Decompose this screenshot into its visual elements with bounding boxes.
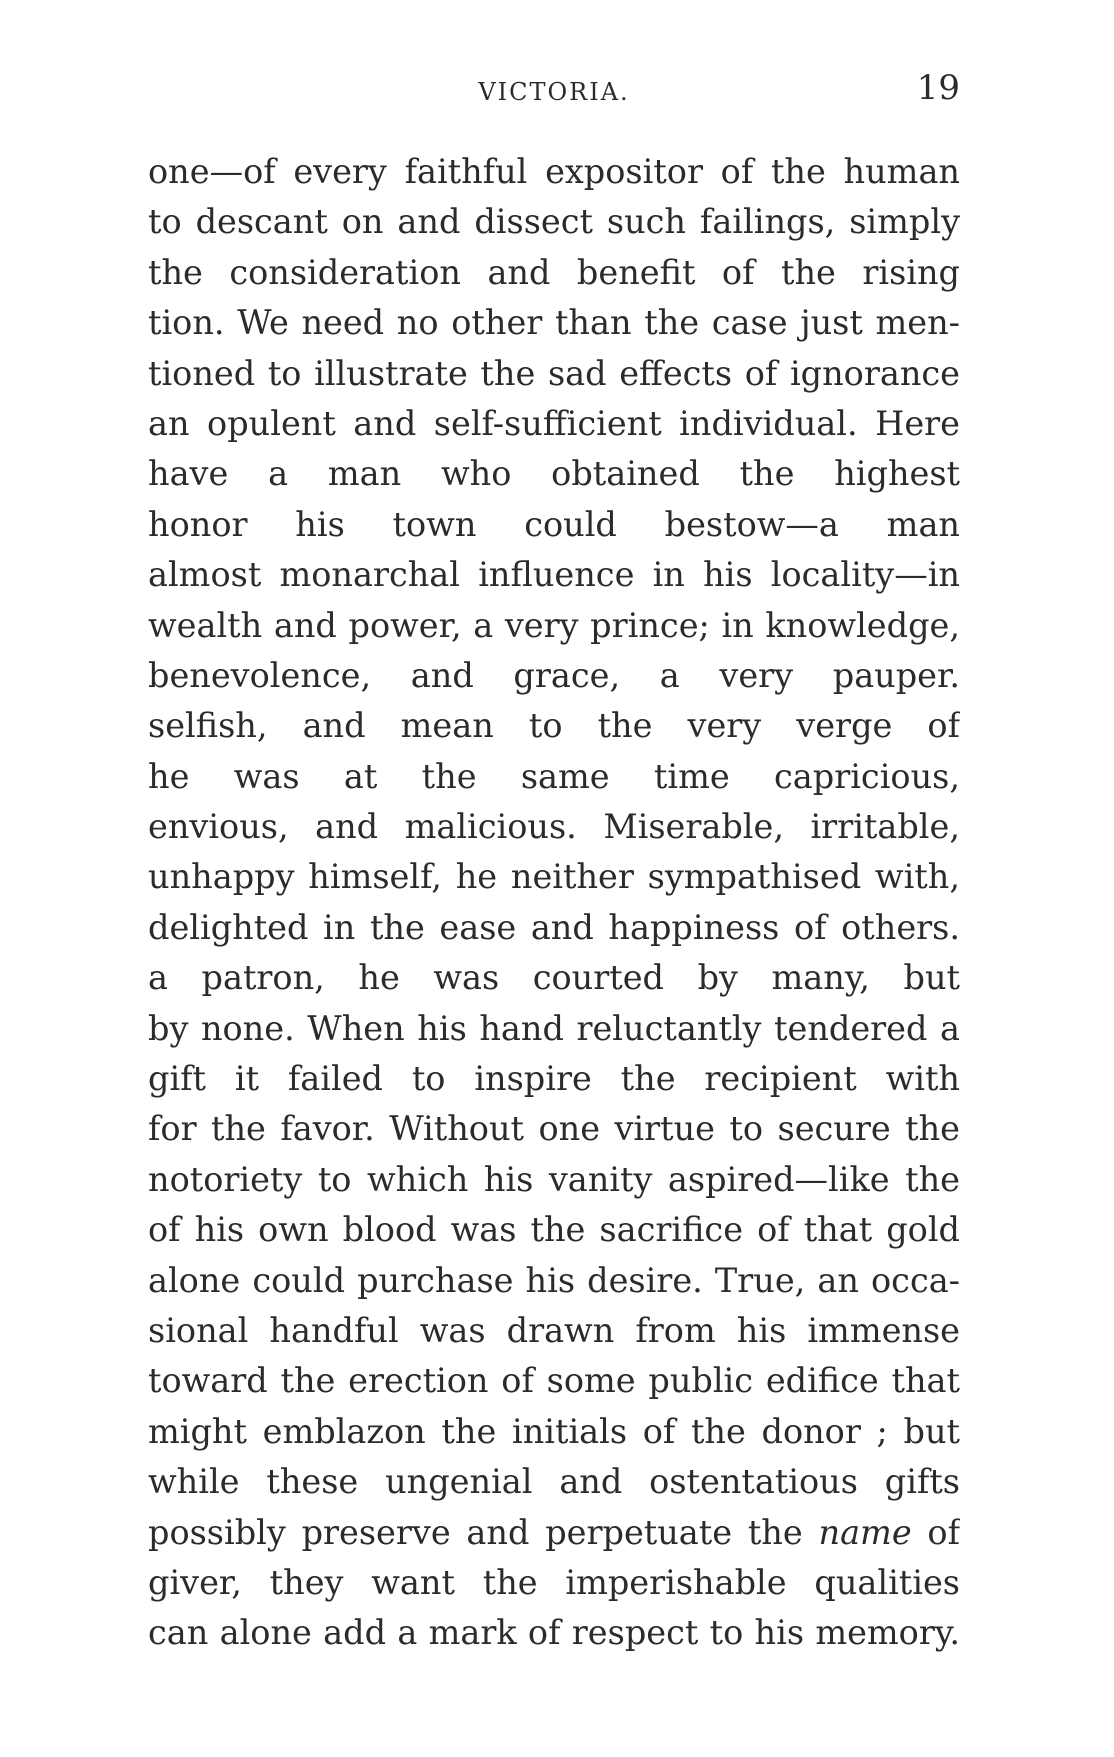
text-line: tioned to illustrate the sad effects of ignorance bbox=[148, 353, 960, 393]
text-line: by none. When his hand reluctantly tendered a bbox=[148, 1008, 960, 1048]
text-line: while these ungenial and ostentatious gifts bbox=[148, 1462, 960, 1502]
text-line: giver, they want the imperishable qualities bbox=[148, 1562, 960, 1602]
text-line: for the favor. Without one virtue to secure the bbox=[148, 1109, 960, 1149]
text-line: envious, and malicious. Miserable, irritable, bbox=[148, 807, 960, 847]
text-line: tion. We need no other than the case just men- bbox=[148, 303, 960, 343]
text-line: might emblazon the initials of the donor ; but bbox=[148, 1411, 960, 1451]
text-line: almost monarchal influence in his locality—in bbox=[148, 555, 960, 595]
text-line: he was at the same time capricious, bbox=[148, 756, 960, 796]
text-line: honor his town could bestow—a man bbox=[148, 504, 960, 544]
text-line: toward the erection of some public edifice that bbox=[148, 1361, 960, 1401]
text-line: gift it failed to inspire the recipient with bbox=[148, 1059, 960, 1099]
text-line: one—of every faithful expositor of the human bbox=[148, 152, 960, 191]
text-line bbox=[148, 1508, 960, 1558]
page-number: 19 bbox=[916, 68, 960, 108]
text-line: the consideration and benefit of the rising bbox=[148, 252, 960, 292]
body-text bbox=[148, 147, 960, 1659]
line-28-start: possibly preserve and perpetuate the bbox=[148, 1512, 819, 1552]
text-line: unhappy himself, he neither sympathised with, bbox=[148, 857, 960, 897]
line-28-end: of bbox=[927, 1512, 960, 1552]
text-line: wealth and power, a very prince; in knowledge, bbox=[148, 605, 960, 645]
text-line: to descant on and dissect such failings, simply bbox=[148, 202, 960, 242]
text-line: notoriety to which his vanity aspired—like the bbox=[148, 1159, 960, 1199]
text-line: a patron, he was courted by many, but bbox=[148, 958, 960, 998]
text-line: an opulent and self-sufficient individual. Here bbox=[148, 403, 960, 443]
text-line: sional handful was drawn from his immense bbox=[148, 1310, 960, 1350]
text-line: benevolence, and grace, a very pauper. bbox=[148, 655, 960, 695]
text-line: can alone add a mark of respect to his memory. bbox=[148, 1613, 960, 1653]
italic-word: name bbox=[818, 1512, 912, 1552]
text-line: have a man who obtained the highest bbox=[148, 454, 960, 494]
text-line: delighted in the ease and happiness of others. bbox=[148, 907, 960, 947]
text-line: selfish, and mean to the very verge of bbox=[148, 706, 960, 746]
text-line: alone could purchase his desire. True, an occa- bbox=[148, 1260, 960, 1300]
running-head bbox=[148, 70, 960, 110]
text-line: of his own blood was the sacrifice of that gold bbox=[148, 1210, 960, 1250]
running-title: VICTORIA. bbox=[478, 78, 630, 106]
